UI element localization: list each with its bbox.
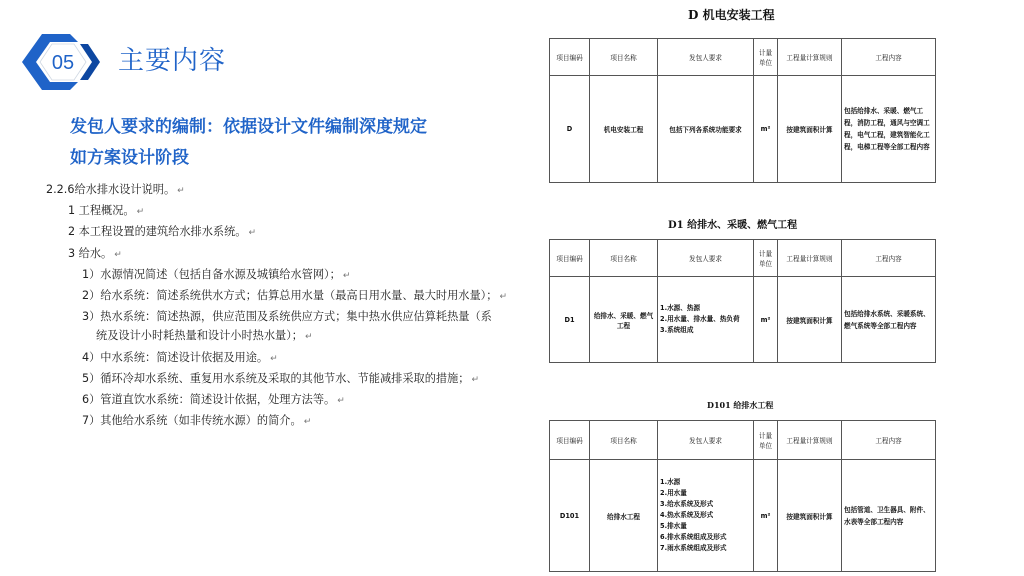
text-line: 7）其他给水系统（如非传统水源）的简介。 ↵	[82, 414, 312, 428]
requirement-item: 3.给水系统及形式	[660, 500, 714, 508]
text-line: 统及设计小时耗热量和设计小时热水量）； ↵	[96, 329, 313, 343]
requirement-item: 1.水源	[660, 478, 681, 486]
section-badge	[22, 34, 102, 90]
table-title-d101: D101 给排水工程	[707, 400, 774, 410]
cell-rule: 按建筑面积计算	[778, 277, 842, 363]
cell-rule: 按建筑面积计算	[778, 460, 842, 572]
table-row	[550, 76, 936, 183]
subtitle-line-2: 如方案设计阶段	[70, 148, 189, 168]
col-header-content: 工程内容	[842, 39, 936, 76]
text-line: 4）中水系统：简述设计依据及用途。 ↵	[82, 350, 278, 364]
page-title: 主要内容	[118, 46, 227, 76]
requirement-item: 3.系统组成	[660, 326, 694, 334]
col-header-unit: 计量单位	[754, 240, 778, 277]
requirement-item: 4.热水系统及形式	[660, 511, 714, 519]
col-header-unit: 计量单位	[754, 39, 778, 76]
cell-rule: 按建筑面积计算	[778, 76, 842, 183]
cell-unit: m²	[754, 76, 778, 183]
cell-name: 给排水、采暖、燃气工程	[590, 277, 658, 363]
col-header-name: 项目名称	[590, 240, 658, 277]
text-line: 1）水源情况简述（包括自备水源及城镇给水管网）； ↵	[82, 267, 351, 281]
col-header-code: 项目编码	[550, 39, 590, 76]
requirement-item: 5.排水量	[660, 522, 687, 530]
cell-content: 包括给排水系统、采暖系统、燃气系统等全部工程内容	[842, 277, 936, 363]
col-header-content: 工程内容	[842, 421, 936, 460]
table-row	[550, 277, 936, 363]
col-header-rule: 工程量计算规则	[778, 240, 842, 277]
cell-name: 给排水工程	[590, 460, 658, 572]
cell-code: D1	[550, 277, 590, 363]
spec-table-d	[549, 38, 936, 183]
table-title-d1: D1 给排水、采暖、燃气工程	[668, 220, 798, 231]
text-line: 2 本工程设置的建筑给水排水系统。 ↵	[68, 225, 257, 239]
cell-content: 包括给排水、采暖、燃气工程，消防工程，通风与空调工程，电气工程，建筑智能化工程，电梯工程等全部工程内容	[842, 76, 936, 183]
col-header-name: 项目名称	[590, 39, 658, 76]
cell-unit: m²	[754, 277, 778, 363]
badge-number: 05	[51, 52, 75, 74]
col-header-requirement: 发包人要求	[658, 39, 754, 76]
spec-table-d101	[549, 420, 936, 572]
text-line: 6）管道直饮水系统：简述设计依据，处理方法等。 ↵	[82, 393, 345, 407]
cell-requirement	[658, 277, 754, 363]
subtitle-line-1: 发包人要求的编制：依据设计文件编制深度规定	[70, 117, 427, 137]
col-header-content: 工程内容	[842, 240, 936, 277]
text-line: 1 工程概况。 ↵	[68, 204, 145, 218]
col-header-rule: 工程量计算规则	[778, 421, 842, 460]
cell-name: 机电安装工程	[590, 76, 658, 183]
table-title-d: D 机电安装工程	[688, 8, 775, 22]
requirement-item: 6.排水系统组成及形式	[660, 533, 727, 541]
cell-code: D101	[550, 460, 590, 572]
col-header-unit: 计量单位	[754, 421, 778, 460]
requirement-item: 2.用水量、排水量、热负荷	[660, 315, 740, 323]
text-line: 3 给水。 ↵	[68, 246, 122, 260]
text-line: 3）热水系统：简述热源，供应范围及系统供应方式；集中热水供应估算耗热量（系	[82, 310, 492, 324]
subtitle	[70, 112, 427, 174]
spec-table-d1	[549, 239, 936, 363]
text-line: 2）给水系统：简述系统供水方式；估算总用水量（最高日用水量、最大时用水量）； ↵	[82, 289, 508, 303]
cell-requirement	[658, 460, 754, 572]
col-header-code: 项目编码	[550, 240, 590, 277]
cell-unit: m²	[754, 460, 778, 572]
design-description	[46, 180, 508, 432]
requirement-item: 2.用水量	[660, 489, 687, 497]
cell-code: D	[550, 76, 590, 183]
col-header-name: 项目名称	[590, 421, 658, 460]
col-header-code: 项目编码	[550, 421, 590, 460]
cell-requirement: 包括下列各系统功能要求	[658, 76, 754, 183]
col-header-requirement: 发包人要求	[658, 421, 754, 460]
col-header-requirement: 发包人要求	[658, 240, 754, 277]
col-header-rule: 工程量计算规则	[778, 39, 842, 76]
text-line: 2.2.6给水排水设计说明。 ↵	[46, 183, 185, 196]
requirement-item: 1.水源、热源	[660, 304, 701, 312]
table-row	[550, 460, 936, 572]
text-line: 5）循环冷却水系统、重复用水系统及采取的其他节水、节能减排采取的措施； ↵	[82, 371, 480, 385]
cell-content: 包括管道、卫生器具、附件、水表等全部工程内容	[842, 460, 936, 572]
requirement-item: 7.雨水系统组成及形式	[660, 544, 727, 552]
